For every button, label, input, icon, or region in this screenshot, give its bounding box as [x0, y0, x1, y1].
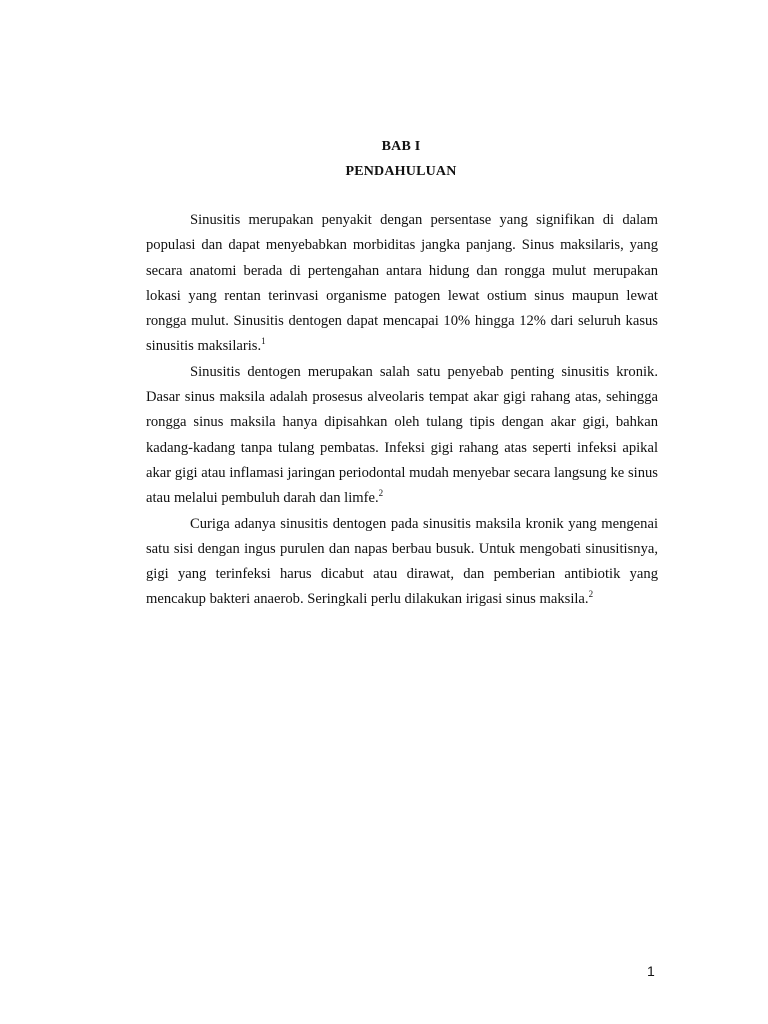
footnote-ref-3: 2: [588, 589, 594, 600]
footnote-ref-1: 1: [261, 336, 266, 347]
paragraph-1-text: Sinusitis merupakan penyakit dengan persentase yang signifikan di dalam populasi dan dapat menyebabkan morbiditas jangka panjang. Sinus maksilaris, yang secara anatomi berada di pertengahan antara hidung dan rongga mulut merupakan lokasi yang rentan terinvasi organisme patogen lewat ostium sinus maupun lewat rongga mulut. Sinusitis dentogen dapat mencapai 10% hingga 12% dari seluruh kasus sinusitis maksilaris.: [146, 212, 658, 355]
paragraph-2-text: Sinusitis dentogen merupakan salah satu penyebab penting sinusitis kronik. Dasar sinus maksila adalah prosesus alveolaris tempat akar gigi rahang atas, sehingga rongga sinus maksila hanya dipisahkan oleh tulang tipis dengan akar gigi, bahkan kadang-kadang tanpa tulang pembatas. Infeksi gigi rahang atas seperti infeksi apikal akar gigi atau inflamasi jaringan periodontal mudah menyebar secara langsung ke sinus atau melalui pembuluh darah dan limfe.: [146, 363, 658, 507]
chapter-title: PENDAHULUAN: [345, 164, 457, 179]
page-number: 1: [647, 963, 655, 979]
body-text: [146, 208, 658, 613]
paragraph-3-text: Curiga adanya sinusitis dentogen pada sinusitis maksila kronik yang mengenai satu sisi dengan ingus purulen dan napas berbau busuk. Untuk mengobati sinusitisnya, gigi yang terinfeksi harus dicabut atau dirawat, dan pemberian antibiotik yang mencakup bakteri anaerob. Seringkali perlu dilakukan irigasi sinus maksila.: [146, 515, 658, 608]
paragraph-2: [146, 360, 658, 512]
footnote-ref-2: 2: [378, 488, 384, 499]
paragraph-3: [146, 512, 658, 613]
paragraph-1: [146, 208, 658, 360]
chapter-number: BAB I: [381, 139, 421, 154]
